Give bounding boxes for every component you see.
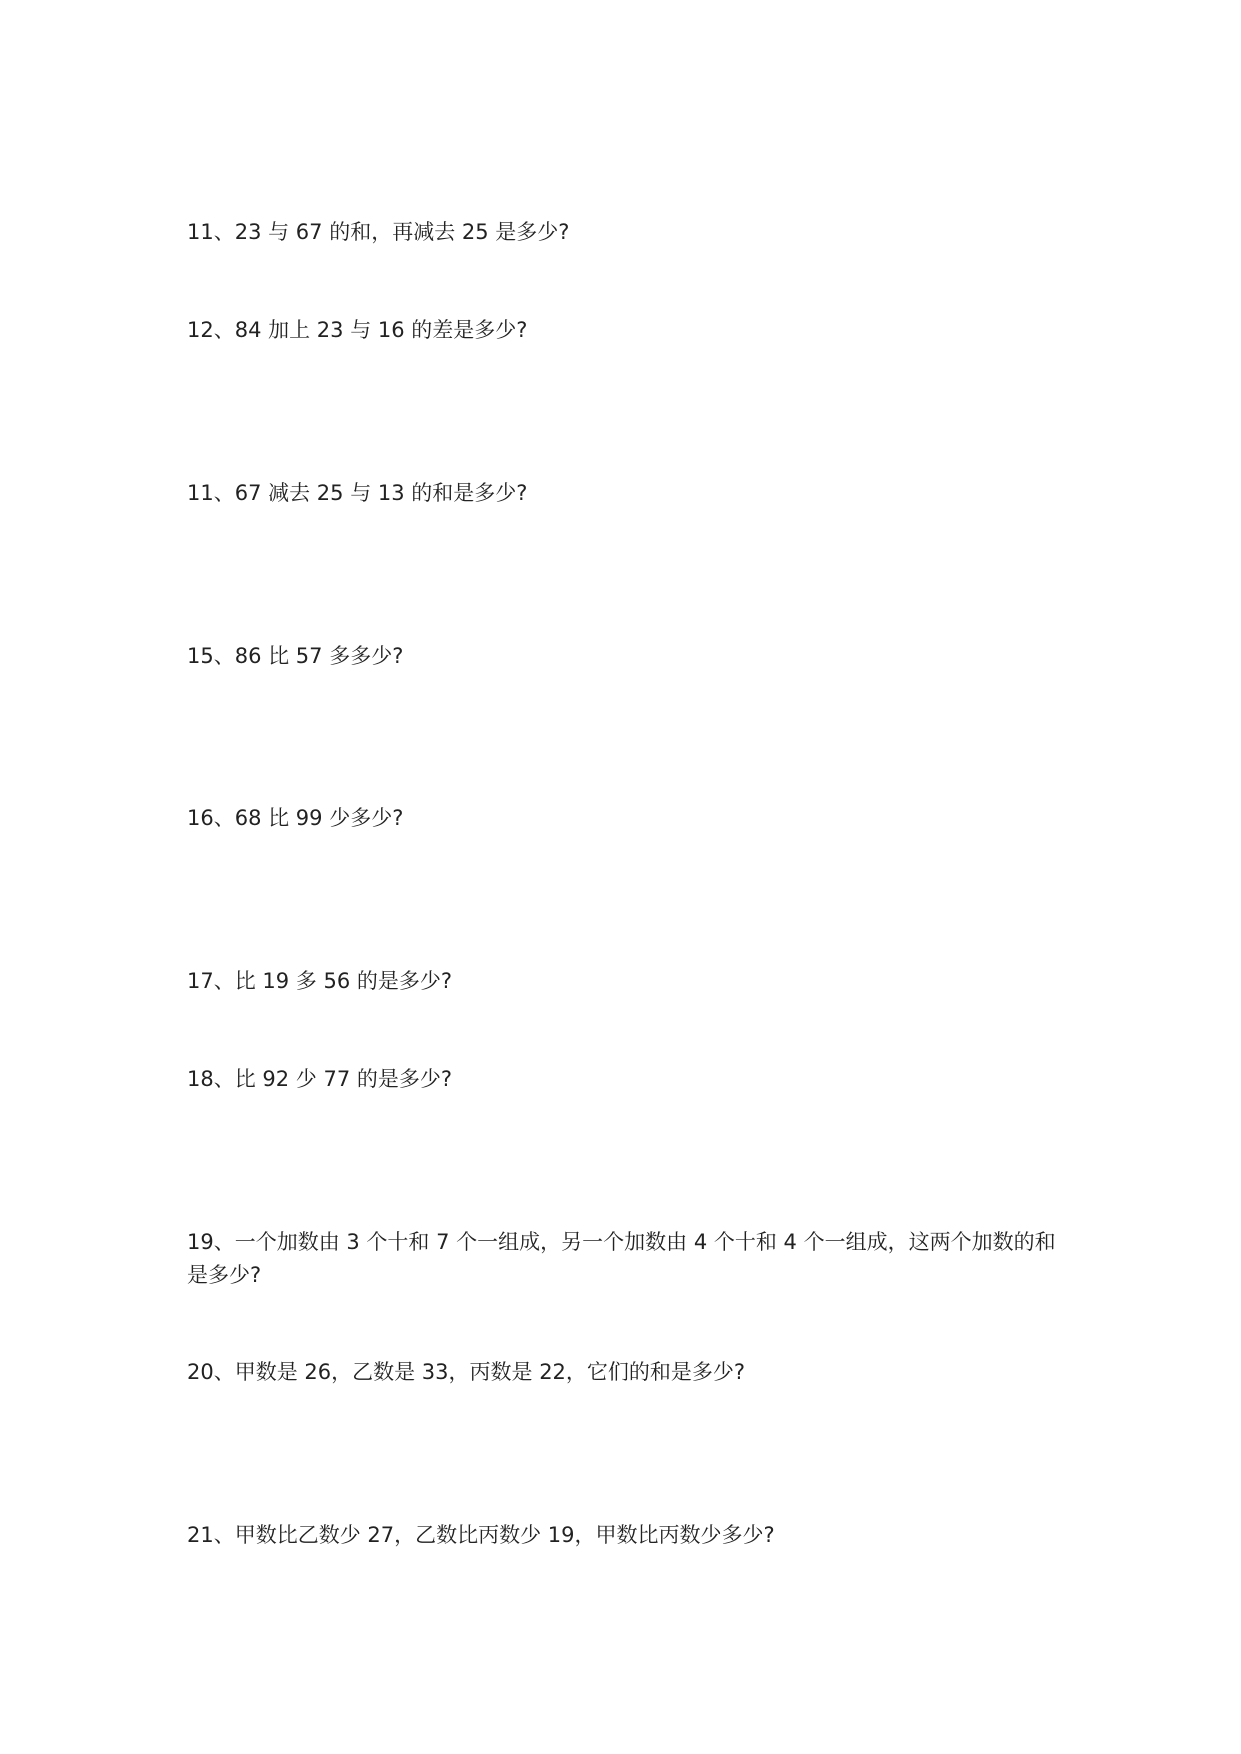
question-19: 19、一个加数由 3 个十和 7 个一组成，另一个加数由 4 个十和 4 个一组成，这两个加数的和是多少? [187,1230,1056,1287]
question-11-a: 11、23 与 67 的和，再减去 25 是多少? [187,220,570,244]
question-20: 20、甲数是 26，乙数是 33，丙数是 22，它们的和是多少? [187,1360,746,1384]
question-17: 17、比 19 多 56 的是多少? [187,969,453,993]
question-16: 16、68 比 99 少多少? [187,806,404,830]
question-11-b: 11、67 减去 25 与 13 的和是多少? [187,481,528,505]
question-15: 15、86 比 57 多多少? [187,644,404,668]
question-18: 18、比 92 少 77 的是多少? [187,1067,453,1091]
question-21: 21、甲数比乙数少 27，乙数比丙数少 19，甲数比丙数少多少? [187,1523,775,1547]
question-12: 12、84 加上 23 与 16 的差是多少? [187,318,528,342]
